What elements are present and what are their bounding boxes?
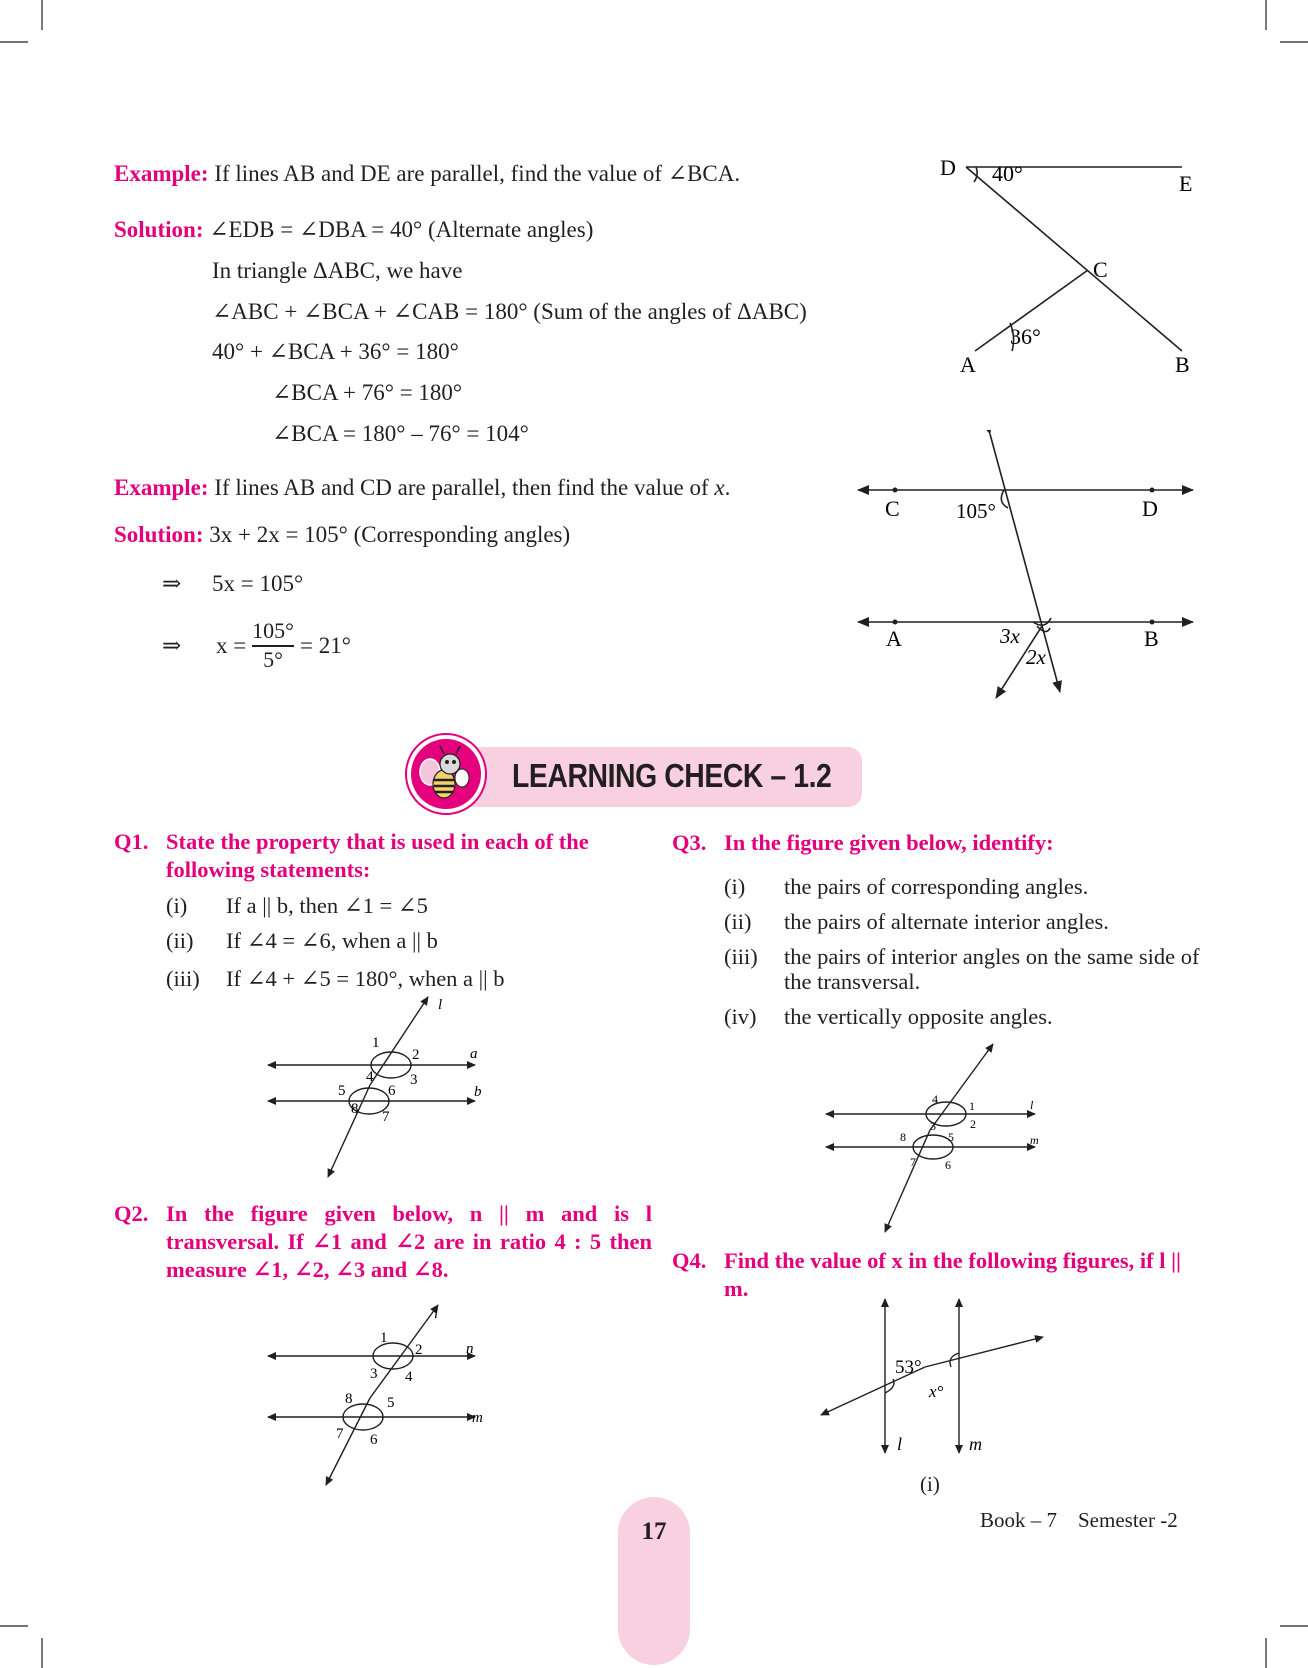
q3-figure [820, 1040, 1060, 1235]
line-b-label: b [474, 1084, 482, 1100]
angle-8-label: 8 [900, 1130, 906, 1144]
q2-text: In the figure given below, n || m and is l transversal. If ∠1 and ∠2 are in ratio 4 : 5 then measure ∠1, ∠2, ∠3 and ∠8. [166, 1201, 652, 1282]
line-l-label: l [1030, 1098, 1034, 1112]
q1-item-text: If ∠4 + ∠5 = 180°, when a || b [226, 966, 505, 991]
q2-figure [260, 1303, 500, 1488]
angle-6-label: 6 [370, 1432, 378, 1448]
label-c: C [1093, 257, 1108, 282]
example1-step: ∠ABC + ∠BCA + ∠CAB = 180° (Sum of the angles of ΔABC) [212, 299, 807, 324]
q4-figure [815, 1295, 1065, 1465]
fraction-numerator: 105° [252, 618, 294, 643]
q3-item-numeral: (i) [724, 874, 746, 899]
line-m-label: m [1030, 1133, 1039, 1147]
book-footer: Book – 7 Semester -2 [980, 1508, 1178, 1532]
example1-step: In triangle ΔABC, we have [212, 258, 463, 283]
line-l-label: l [897, 1434, 903, 1454]
line-m-label: m [969, 1434, 982, 1454]
angle-1-label: 1 [969, 1099, 975, 1113]
label-c: C [885, 496, 900, 521]
example1-label: Example: [114, 161, 209, 186]
q3-item-text: the pairs of corresponding angles. [784, 874, 1089, 899]
angle-7-label: 7 [336, 1426, 344, 1442]
q1-text: State the property that is used in each of the following statements: [166, 829, 589, 882]
page-number: 17 [641, 1518, 667, 1545]
implies-arrow: ⇒ [162, 571, 182, 596]
angle-7-label: 7 [382, 1109, 390, 1125]
q4-text: Find the value of x in the following figures, if l || m. [724, 1248, 1182, 1301]
example1-statement [114, 160, 740, 188]
angle-4-label: 4 [405, 1369, 413, 1385]
example1-step: ∠BCA = 180° – 76° = 104° [272, 421, 529, 446]
angle-2-label: 2 [412, 1047, 420, 1063]
angle-6-label: 6 [388, 1083, 396, 1099]
q1-item-numeral: (i) [166, 893, 188, 918]
line-m-label: m [472, 1410, 483, 1426]
angle-2-label: 2 [970, 1117, 976, 1131]
line-n-label: n [466, 1341, 474, 1357]
example2-step1: 5x = 105° [212, 571, 304, 596]
q1-item-text: If a || b, then ∠1 = ∠5 [226, 893, 428, 918]
example1-step: ∠EDB = ∠DBA = 40° (Alternate angles) [203, 217, 594, 242]
q4-number: Q4. [672, 1248, 707, 1273]
angle-4-label: 4 [366, 1069, 374, 1085]
example1-step: 40° + ∠BCA + 36° = 180° [212, 339, 459, 364]
angle-1-label: 1 [380, 1330, 388, 1346]
line-a-label: a [470, 1046, 478, 1062]
angle-8-label: 8 [351, 1101, 359, 1117]
label-b: B [1175, 352, 1190, 377]
label-a: A [960, 352, 976, 377]
q1-item-text: If ∠4 = ∠6, when a || b [226, 928, 438, 953]
example2-step2-lhs: x = [216, 633, 247, 658]
example2-solution-line [114, 521, 570, 549]
q1-item-numeral: (ii) [166, 928, 194, 953]
q3-item-text: the vertically opposite angles. [784, 1004, 1053, 1029]
angle-53-label: 53° [895, 1357, 922, 1378]
q3-item-text: the pairs of alternate interior angles. [784, 909, 1109, 934]
angle-a-label: 36° [1010, 324, 1041, 349]
q3-item-numeral: (iv) [724, 1004, 757, 1029]
example2-statement [114, 474, 730, 502]
angle-d-label: 40° [992, 161, 1023, 186]
label-a: A [886, 626, 902, 651]
q3-number: Q3. [672, 830, 707, 855]
example2-text-end: . [724, 475, 731, 500]
angle-1-label: 1 [372, 1035, 380, 1051]
example1-step: ∠BCA + 76° = 180° [272, 380, 463, 405]
q2-number: Q2. [114, 1201, 149, 1226]
fraction-denominator: 5° [263, 647, 283, 672]
q1-item-numeral: (iii) [166, 966, 200, 991]
angle-5-label: 5 [338, 1083, 346, 1099]
example1-figure [930, 155, 1230, 380]
example2-solution-label: Solution: [114, 522, 204, 547]
line-l-label: l [434, 1306, 439, 1322]
bee-mascot-icon [404, 732, 488, 816]
q3-item [724, 944, 1204, 998]
example1-solution-line [114, 216, 593, 244]
example1-solution-label: Solution: [114, 217, 204, 242]
q1-figure [260, 995, 500, 1180]
example2-step2-rhs: = 21° [300, 633, 351, 658]
angle-3-label: 3 [930, 1119, 936, 1133]
q3-item-numeral: (ii) [724, 909, 752, 934]
example2-label: Example: [114, 475, 209, 500]
example1-text: If lines AB and DE are parallel, find the value of ∠BCA. [208, 161, 741, 186]
angle-4-label: 4 [932, 1092, 938, 1106]
example2-variable: x [714, 475, 725, 500]
angle-105-label: 105° [956, 499, 996, 523]
angle-3x-label: 3x [1000, 624, 1020, 648]
label-d: D [1142, 496, 1158, 521]
angle-5-label: 5 [387, 1395, 395, 1411]
q2-prompt [114, 1200, 652, 1290]
q3-prompt [672, 829, 1202, 859]
q1-number: Q1. [114, 829, 149, 854]
angle-2x-label: 2x [1026, 645, 1046, 669]
example2-figure [850, 430, 1200, 705]
implies-arrow: ⇒ [162, 633, 182, 658]
label-d: D [940, 155, 956, 180]
q3-item-text: the pairs of interior angles on the same side of the transversal. [784, 944, 1200, 994]
q1-prompt [114, 828, 644, 888]
q3-text: In the figure given below, identify: [724, 830, 1054, 855]
angle-3-label: 3 [410, 1072, 418, 1088]
example2-text: If lines AB and CD are parallel, then find the value of [208, 475, 715, 500]
learning-check-title: LEARNING CHECK – 1.2 [512, 757, 832, 794]
label-b: B [1144, 626, 1159, 651]
angle-3-label: 3 [370, 1366, 378, 1382]
angle-7-label: 7 [910, 1155, 916, 1169]
angle-x-label: x° [929, 1382, 944, 1401]
q4-figure-caption: (i) [920, 1472, 940, 1496]
example2-solution-text: 3x + 2x = 105° (Corresponding angles) [203, 522, 571, 547]
q3-item-numeral: (iii) [724, 944, 758, 969]
label-e: E [1179, 171, 1193, 196]
line-l-label: l [438, 997, 443, 1013]
angle-2-label: 2 [415, 1342, 423, 1358]
angle-5-label: 5 [948, 1130, 954, 1144]
angle-6-label: 6 [945, 1158, 951, 1172]
angle-8-label: 8 [345, 1391, 353, 1407]
